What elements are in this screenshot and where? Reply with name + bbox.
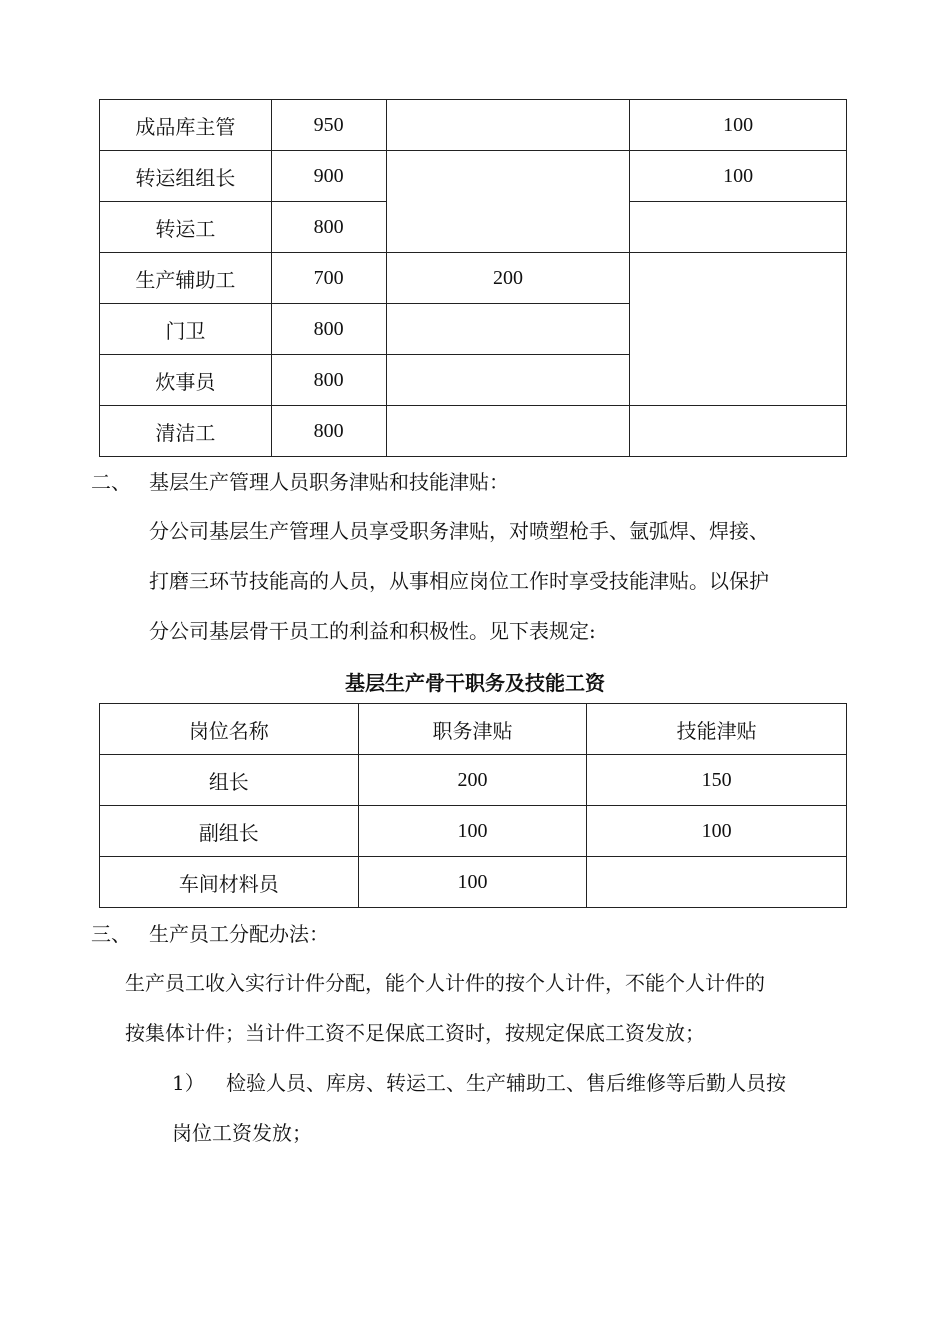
post-cell: 门卫 xyxy=(100,304,272,355)
section3-number: 三、 xyxy=(91,922,131,946)
item1-marker: 1） xyxy=(172,1071,205,1095)
base-wage-cell: 800 xyxy=(271,406,386,457)
post-cell: 炊事员 xyxy=(100,355,272,406)
base-wage-cell: 950 xyxy=(271,100,386,151)
base-wage-cell: 700 xyxy=(271,253,386,304)
allowance-cell xyxy=(386,151,630,253)
table-row xyxy=(100,755,847,806)
table-row xyxy=(100,253,847,304)
table-row xyxy=(100,806,847,857)
table2-title: 基层生产骨干职务及技能工资 xyxy=(345,671,605,695)
table-row xyxy=(100,857,847,908)
extra-cell: 100 xyxy=(630,100,847,151)
item1-line: 岗位工资发放； xyxy=(172,1121,312,1145)
duty-allowance-cell: 200 xyxy=(358,755,587,806)
post-wage-table xyxy=(99,99,847,457)
duty-allowance-cell: 100 xyxy=(358,857,587,908)
allowance-cell xyxy=(386,100,630,151)
post-cell: 车间材料员 xyxy=(100,857,359,908)
base-wage-cell: 800 xyxy=(271,355,386,406)
column-header: 岗位名称 xyxy=(100,704,359,755)
post-cell: 转运工 xyxy=(100,202,272,253)
extra-cell xyxy=(630,406,847,457)
table-row xyxy=(100,100,847,151)
allowance-cell: 200 xyxy=(386,253,630,304)
section2-heading: 基层生产管理人员职务津贴和技能津贴： xyxy=(149,470,509,494)
skill-allowance-cell xyxy=(587,857,847,908)
section2-para-line: 打磨三环节技能高的人员，从事相应岗位工作时享受技能津贴。以保护 xyxy=(149,569,769,593)
base-wage-cell: 800 xyxy=(271,304,386,355)
extra-cell xyxy=(630,253,847,406)
base-wage-cell: 800 xyxy=(271,202,386,253)
section3-heading: 生产员工分配办法： xyxy=(149,922,329,946)
skill-allowance-table xyxy=(99,703,847,908)
skill-allowance-cell: 100 xyxy=(587,806,847,857)
item1-line: 检验人员、库房、转运工、生产辅助工、售后维修等后勤人员按 xyxy=(226,1071,786,1095)
section2-number: 二、 xyxy=(91,470,131,494)
post-cell: 转运组组长 xyxy=(100,151,272,202)
extra-cell: 100 xyxy=(630,151,847,202)
post-cell: 生产辅助工 xyxy=(100,253,272,304)
duty-allowance-cell: 100 xyxy=(358,806,587,857)
section3-para-line: 生产员工收入实行计件分配，能个人计件的按个人计件，不能个人计件的 xyxy=(125,971,765,995)
post-cell: 成品库主管 xyxy=(100,100,272,151)
allowance-cell xyxy=(386,355,630,406)
allowance-cell xyxy=(386,304,630,355)
table-header-row xyxy=(100,704,847,755)
skill-allowance-cell: 150 xyxy=(587,755,847,806)
base-wage-cell: 900 xyxy=(271,151,386,202)
extra-cell xyxy=(630,202,847,253)
allowance-cell xyxy=(386,406,630,457)
post-cell: 组长 xyxy=(100,755,359,806)
table-row xyxy=(100,406,847,457)
post-cell: 清洁工 xyxy=(100,406,272,457)
column-header: 技能津贴 xyxy=(587,704,847,755)
column-header: 职务津贴 xyxy=(358,704,587,755)
section3-para-line: 按集体计件；当计件工资不足保底工资时，按规定保底工资发放； xyxy=(125,1021,705,1045)
section2-para-line: 分公司基层骨干员工的利益和积极性。见下表规定: xyxy=(149,619,596,643)
post-cell: 副组长 xyxy=(100,806,359,857)
section2-para-line: 分公司基层生产管理人员享受职务津贴，对喷塑枪手、氩弧焊、焊接、 xyxy=(149,519,769,543)
table-row xyxy=(100,151,847,202)
